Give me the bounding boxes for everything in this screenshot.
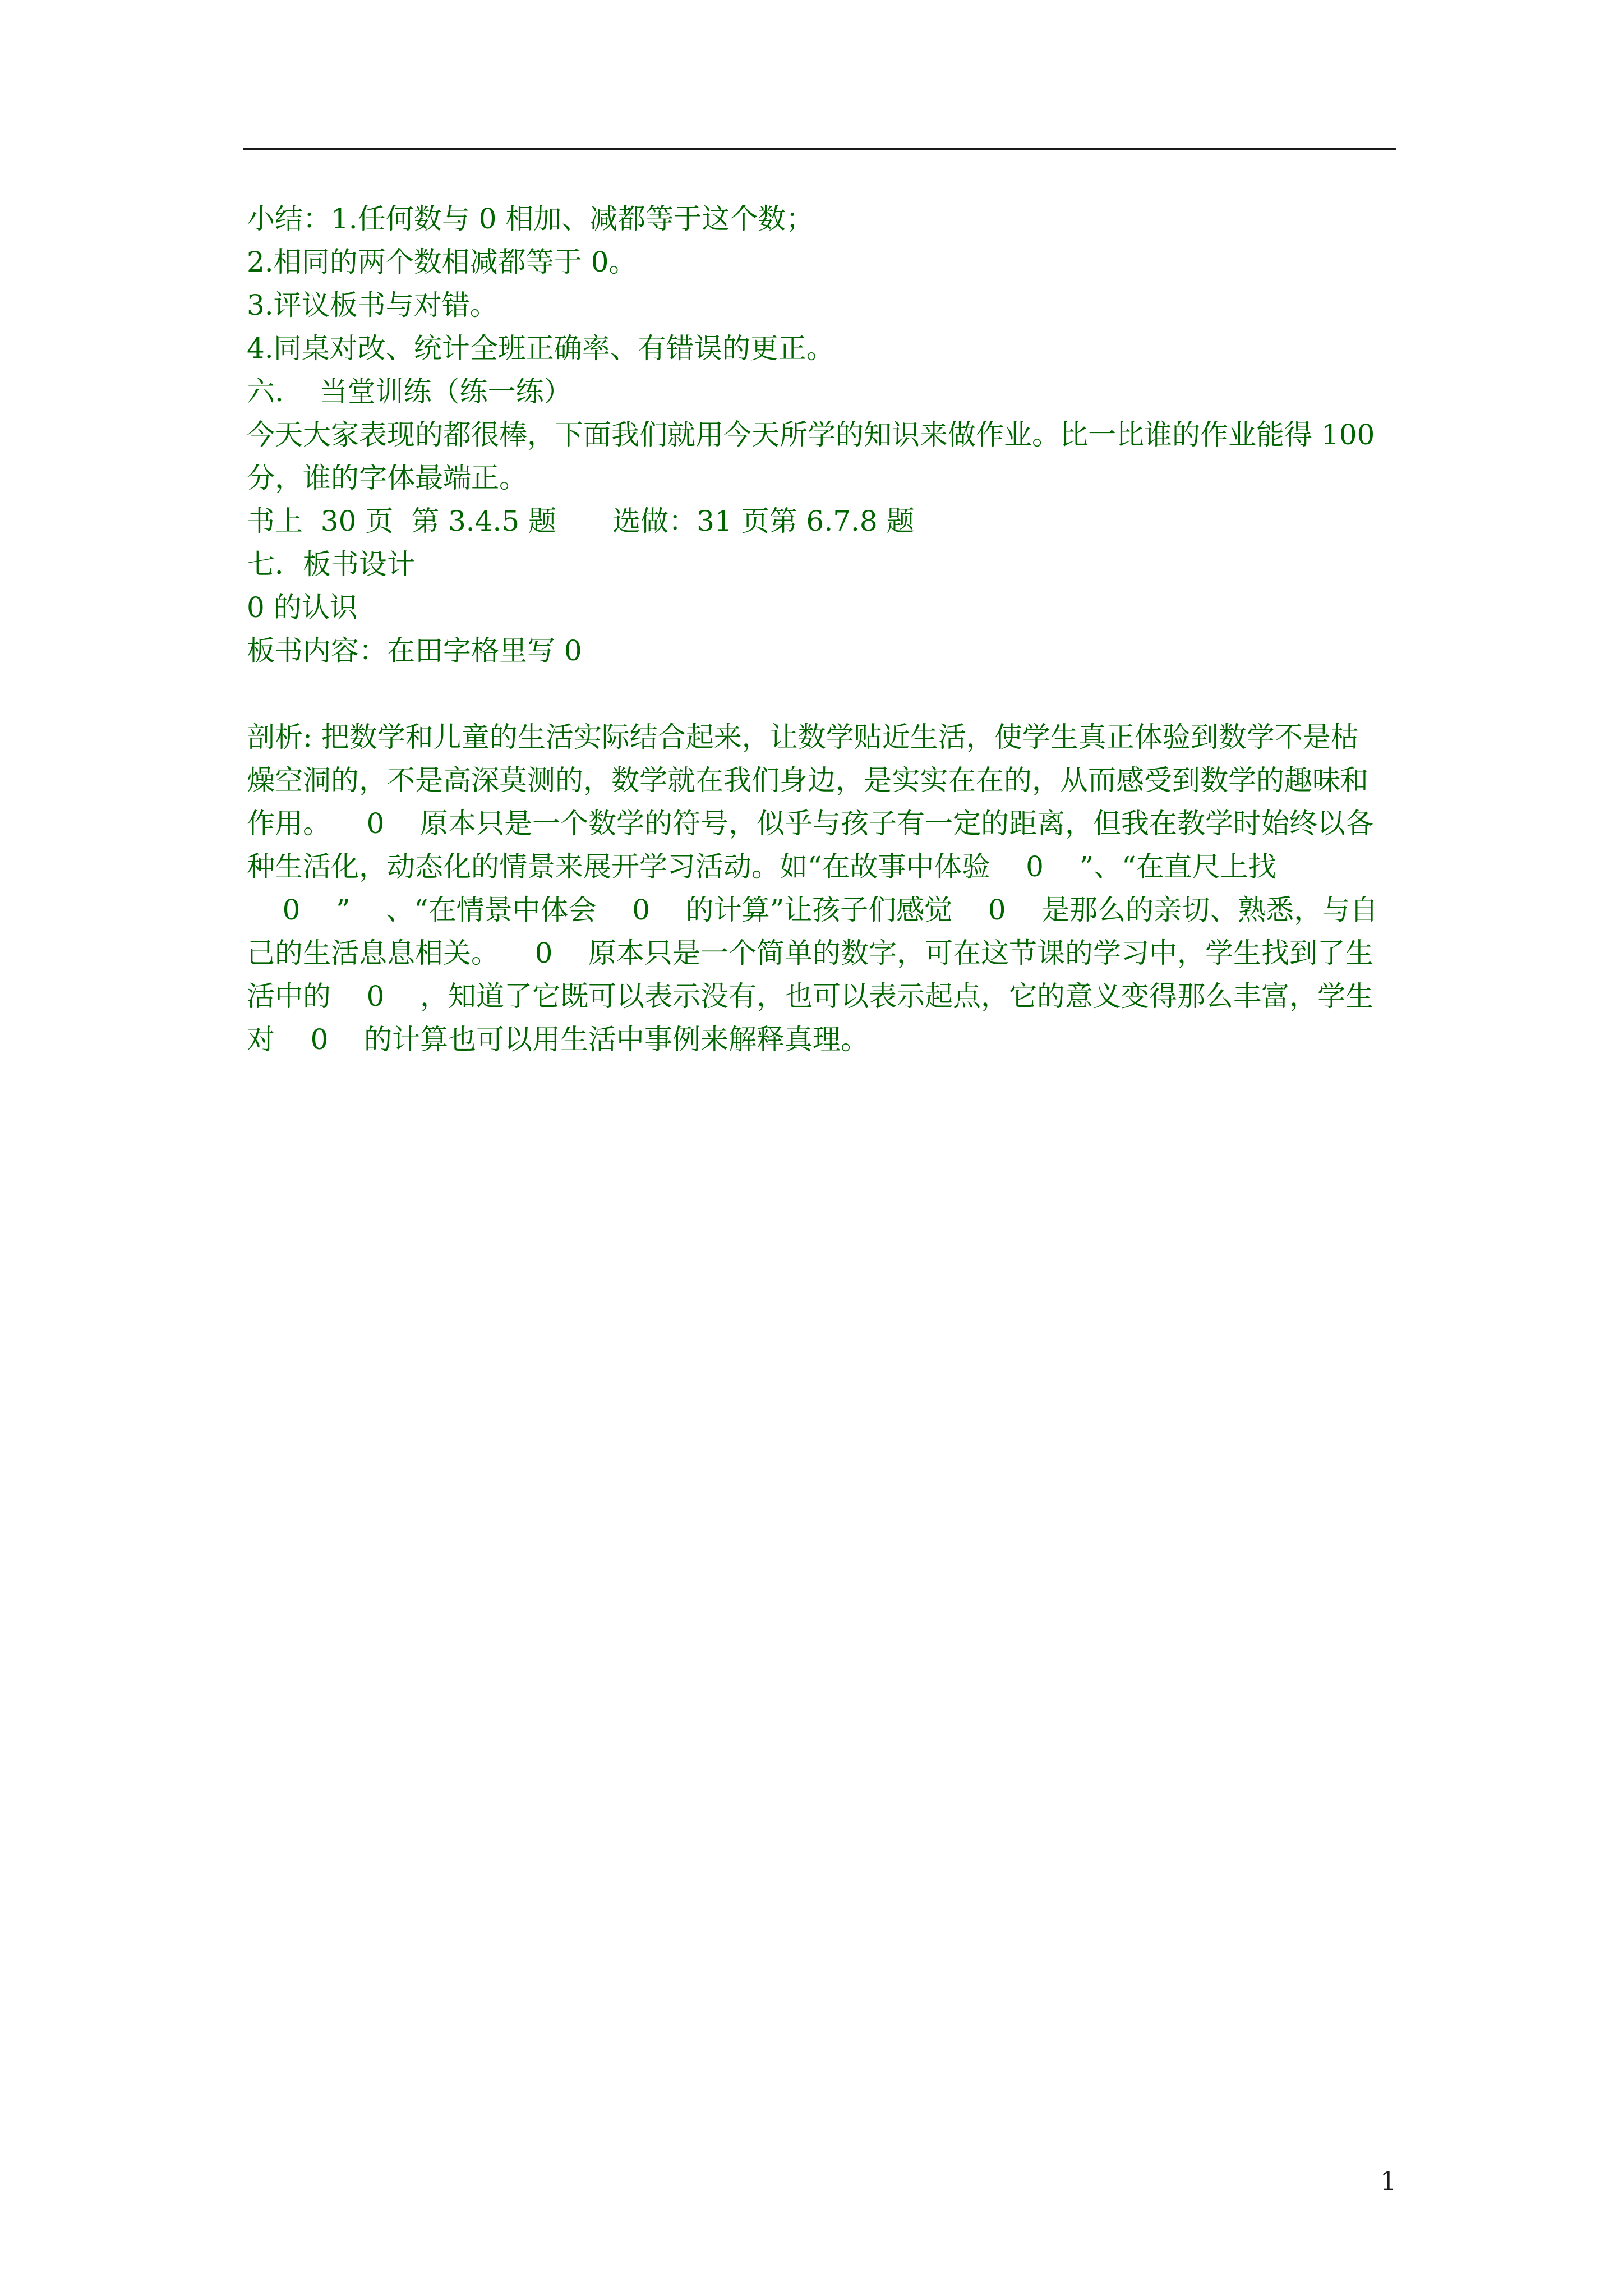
summary-line-4: 4.同桌对改、统计全班正确率、有错误的更正。 — [247, 332, 834, 365]
analysis-line-6: 己的生活息息相关。 0 原本只是一个简单的数字，可在这节课的学习中，学生找到了生 — [247, 937, 1373, 969]
summary-line-3: 3.评议板书与对错。 — [247, 289, 498, 321]
assignment-optional: 选做：31 页第 6.7.8 题 — [612, 505, 915, 537]
analysis-line-4: 种生活化，动态化的情景来展开学习活动。如“在故事中体验 0 ”、“在直尺上找 — [247, 850, 1276, 883]
summary-line-2: 2.相同的两个数相减都等于 0。 — [247, 246, 637, 278]
practice-heading: 六. 当堂训练（练一练） — [247, 375, 572, 408]
board-design-heading: 七．板书设计 — [247, 548, 415, 581]
header-rule — [243, 148, 1396, 150]
practice-intro-line-1: 今天大家表现的都很棒，下面我们就用今天所学的知识来做作业。比一比谁的作业能得 100 — [247, 418, 1375, 451]
practice-assignment-line — [247, 500, 1396, 543]
paragraph-spacer — [247, 673, 1396, 716]
analysis-line-5: 0 ” 、“在情景中体会 0 的计算”让孩子们感觉 0 是那么的亲切、熟悉，与自 — [247, 894, 1378, 926]
analysis-line-2: 燥空洞的，不是高深莫测的，数学就在我们身边，是实实在在的，从而感受到数学的趣味和 — [247, 764, 1368, 797]
board-design-content: 板书内容：在田字格里写 0 — [247, 634, 582, 667]
analysis-line-1: 剖析: 把数学和儿童的生活实际结合起来，让数学贴近生活，使学生真正体验到数学不是枯 — [247, 721, 1359, 753]
summary-line-1: 小结：1.任何数与 0 相加、减都等于这个数； — [247, 203, 814, 235]
practice-intro-line-2: 分，谁的字体最端正。 — [247, 462, 527, 494]
analysis-line-8: 对 0 的计算也可以用生活中事例来解释真理。 — [247, 1023, 869, 1056]
analysis-line-7: 活中的 0 ，知道了它既可以表示没有，也可以表示起点，它的意义变得那么丰富，学生 — [247, 980, 1373, 1013]
document-body — [247, 197, 1396, 1061]
assignment-required: 书上 30 页 第 3.4.5 题 — [247, 505, 557, 537]
analysis-line-3: 作用。 0 原本只是一个数学的符号，似乎与孩子有一定的距离，但我在教学时始终以各 — [247, 807, 1373, 840]
board-design-title: 0 的认识 — [247, 591, 358, 624]
page-number: 1 — [1380, 2166, 1396, 2196]
